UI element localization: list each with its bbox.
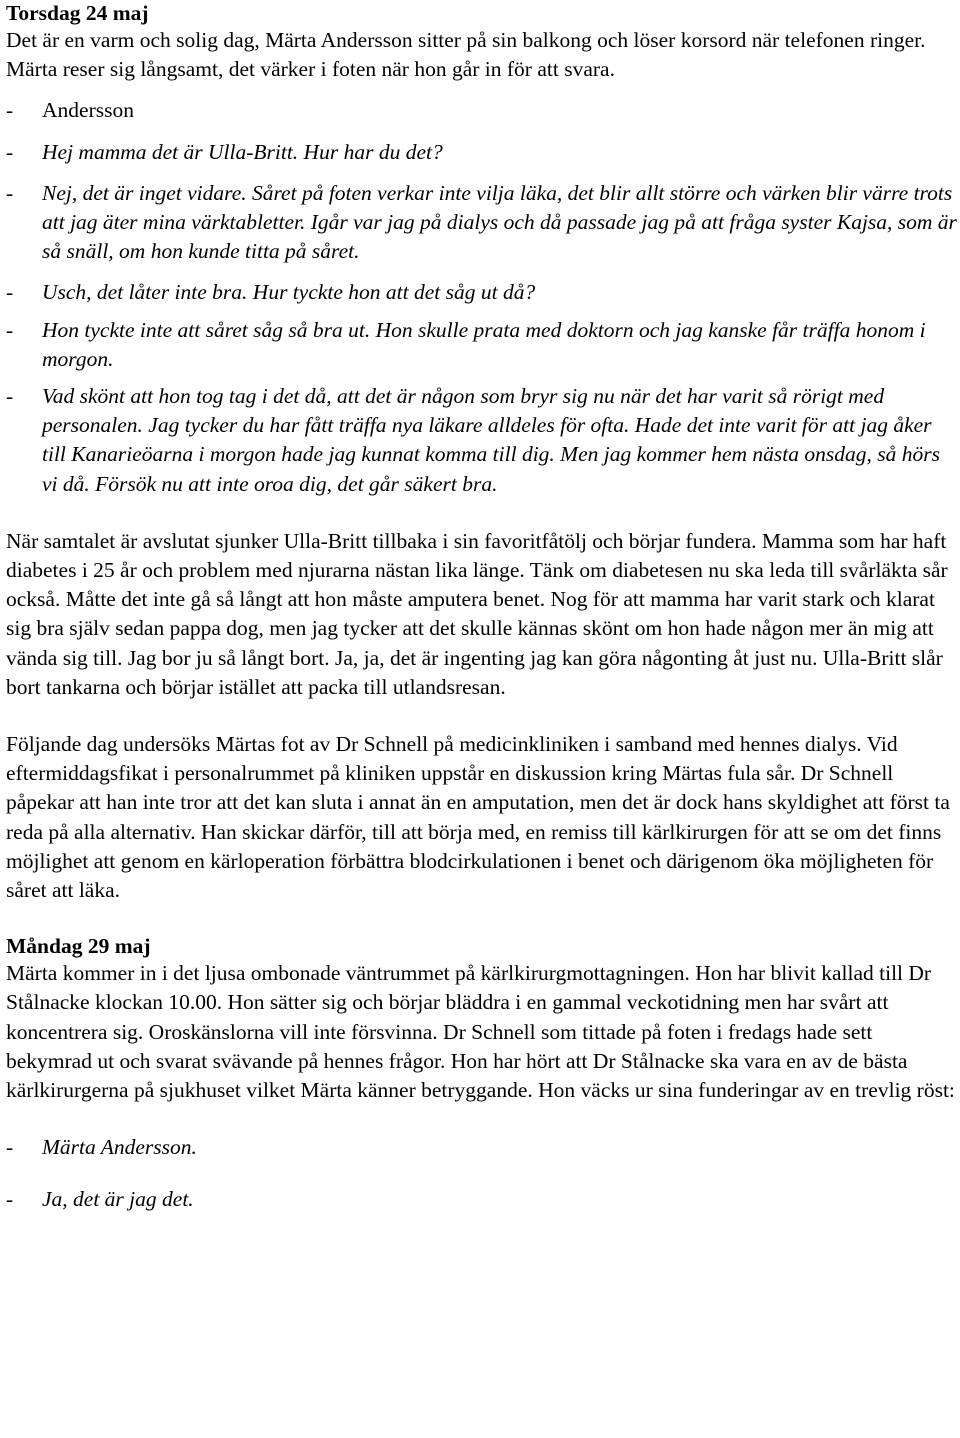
dialog-text: Andersson: [42, 98, 134, 123]
dialog-text: Ja, det är jag det.: [42, 1186, 194, 1211]
dialog-dash: -: [6, 1186, 14, 1211]
intro-paragraph: Märta kommer in i det ljusa ombonade väntrummet på kärlkirurgmottagningen. Hon har blivit kallad till Dr Stålnacke klockan 10.00. Hon sätter sig och börjar bläddra i en gammal veckotidning men har svårt att koncentrera sig. Oroskänslorna vill inte försvinna. Dr Schnell som tittade på foten i fredags hade sett bekymrad ut och svarat svävande på hennes frågor. Hon har hört att Dr Stålnacke ska vara en av de bästa kärlkirurgerna på sjukhuset vilket Märta känner betryggande. Hon väcks ur sina funderingar av en trevlig röst:: [6, 961, 955, 1103]
spacer: [6, 1105, 958, 1133]
dialog-line: [6, 316, 958, 374]
paragraph: När samtalet är avslutat sjunker Ulla-Britt tillbaka i sin favoritfåtölj och börjar fundera. Mamma som har haft diabetes i 25 år och problem med njurarna nästan lika länge. Tänk om diabetesen nu ska leda till svårläkta sår också. Måtte det inte gå så långt att hon måste amputera benet. Nog för att mamma har varit stark och klarat sig bra själv sedan pappa dog, men jag tycker att det skulle kännas skönt om hon hade någon mer än mig att vända sig till. Jag bor ju så långt bort. Ja, ja, det är ingenting jag kan göra någonting åt just nu. Ulla-Britt slår bort tankarna och börjar istället att packa till utlandsresan.: [6, 528, 948, 699]
dialog-text: Märta Andersson.: [42, 1135, 197, 1160]
dialog-dash: -: [6, 180, 14, 205]
dialog-line: [6, 278, 958, 307]
dialog-line: [6, 1133, 958, 1162]
dialog-dash: -: [6, 384, 14, 409]
dialog-line: [6, 382, 958, 499]
spacer: [6, 702, 958, 730]
section-heading: Måndag 29 maj: [6, 934, 151, 959]
dialog-dash: -: [6, 139, 14, 164]
spacer: [6, 905, 958, 933]
dialog-text: Hej mamma det är Ulla-Britt. Hur har du det?: [42, 139, 443, 164]
dialog-list: [6, 96, 958, 498]
dialog-dash: -: [6, 317, 14, 342]
dialog-text: Nej, det är inget vidare. Såret på foten verkar inte vilja läka, det blir allt större och värken blir värre trots att jag äter mina värktabletter. Igår var jag på dialys och då passade jag på att fråga syster Kajsa, som är så snäll, om hon kunde titta på såret.: [42, 180, 957, 264]
section-torsdag: [6, 0, 958, 905]
paragraph: Följande dag undersöks Märtas fot av Dr Schnell på medicinkliniken i samband med hennes dialys. Vid eftermiddagsfikat i personalrummet på kliniken uppstår en diskussion kring Märtas fula sår. Dr Schnell påpekar att han inte tror att det kan sluta i annat än en amputation, men det är dock hans skyldighet att först ta reda på alla alternativ. Han skickar därför, till att börja med, en remiss till kärlkirurgen för att se om det finns möjlighet att genom en kärloperation förbättra blodcirkulationen i benet och därigenom öka möjligheten för såret att läka.: [6, 732, 950, 903]
spacer: [6, 499, 958, 527]
dialog-list: [6, 1133, 958, 1213]
section-mandag: [6, 933, 958, 1213]
dialog-text: Vad skönt att hon tog tag i det då, att det är någon som bryr sig nu när det har varit så rörigt med personalen. Jag tycker du har fått träffa nya läkare alldeles för ofta. Hade det inte varit för att jag åker till Kanarieöarna i morgon hade jag kunnat komma till dig. Men jag kommer hem nästa onsdag, så hörs vi då. Försök nu att inte oroa dig, det går säkert bra.: [42, 384, 940, 496]
dialog-dash: -: [6, 1135, 14, 1160]
section-heading: Torsdag 24 maj: [6, 1, 149, 25]
dialog-line: [6, 138, 958, 167]
intro-paragraph: Det är en varm och solig dag, Märta Andersson sitter på sin balkong och löser korsord när telefonen ringer. Märta reser sig långsamt, det värker i foten när hon går in för att svara.: [6, 28, 926, 82]
dialog-line: [6, 96, 958, 125]
spacer: [6, 84, 958, 96]
dialog-text: Hon tyckte inte att såret såg så bra ut. Hon skulle prata med doktorn och jag kanske får träffa honom i morgon.: [42, 317, 926, 371]
dialog-line: [6, 179, 958, 267]
dialog-dash: -: [6, 280, 14, 305]
dialog-line: [6, 1185, 958, 1214]
document-page: [6, 0, 958, 1214]
dialog-text: Usch, det låter inte bra. Hur tyckte hon att det såg ut då?: [42, 280, 536, 305]
dialog-dash: -: [6, 98, 14, 123]
